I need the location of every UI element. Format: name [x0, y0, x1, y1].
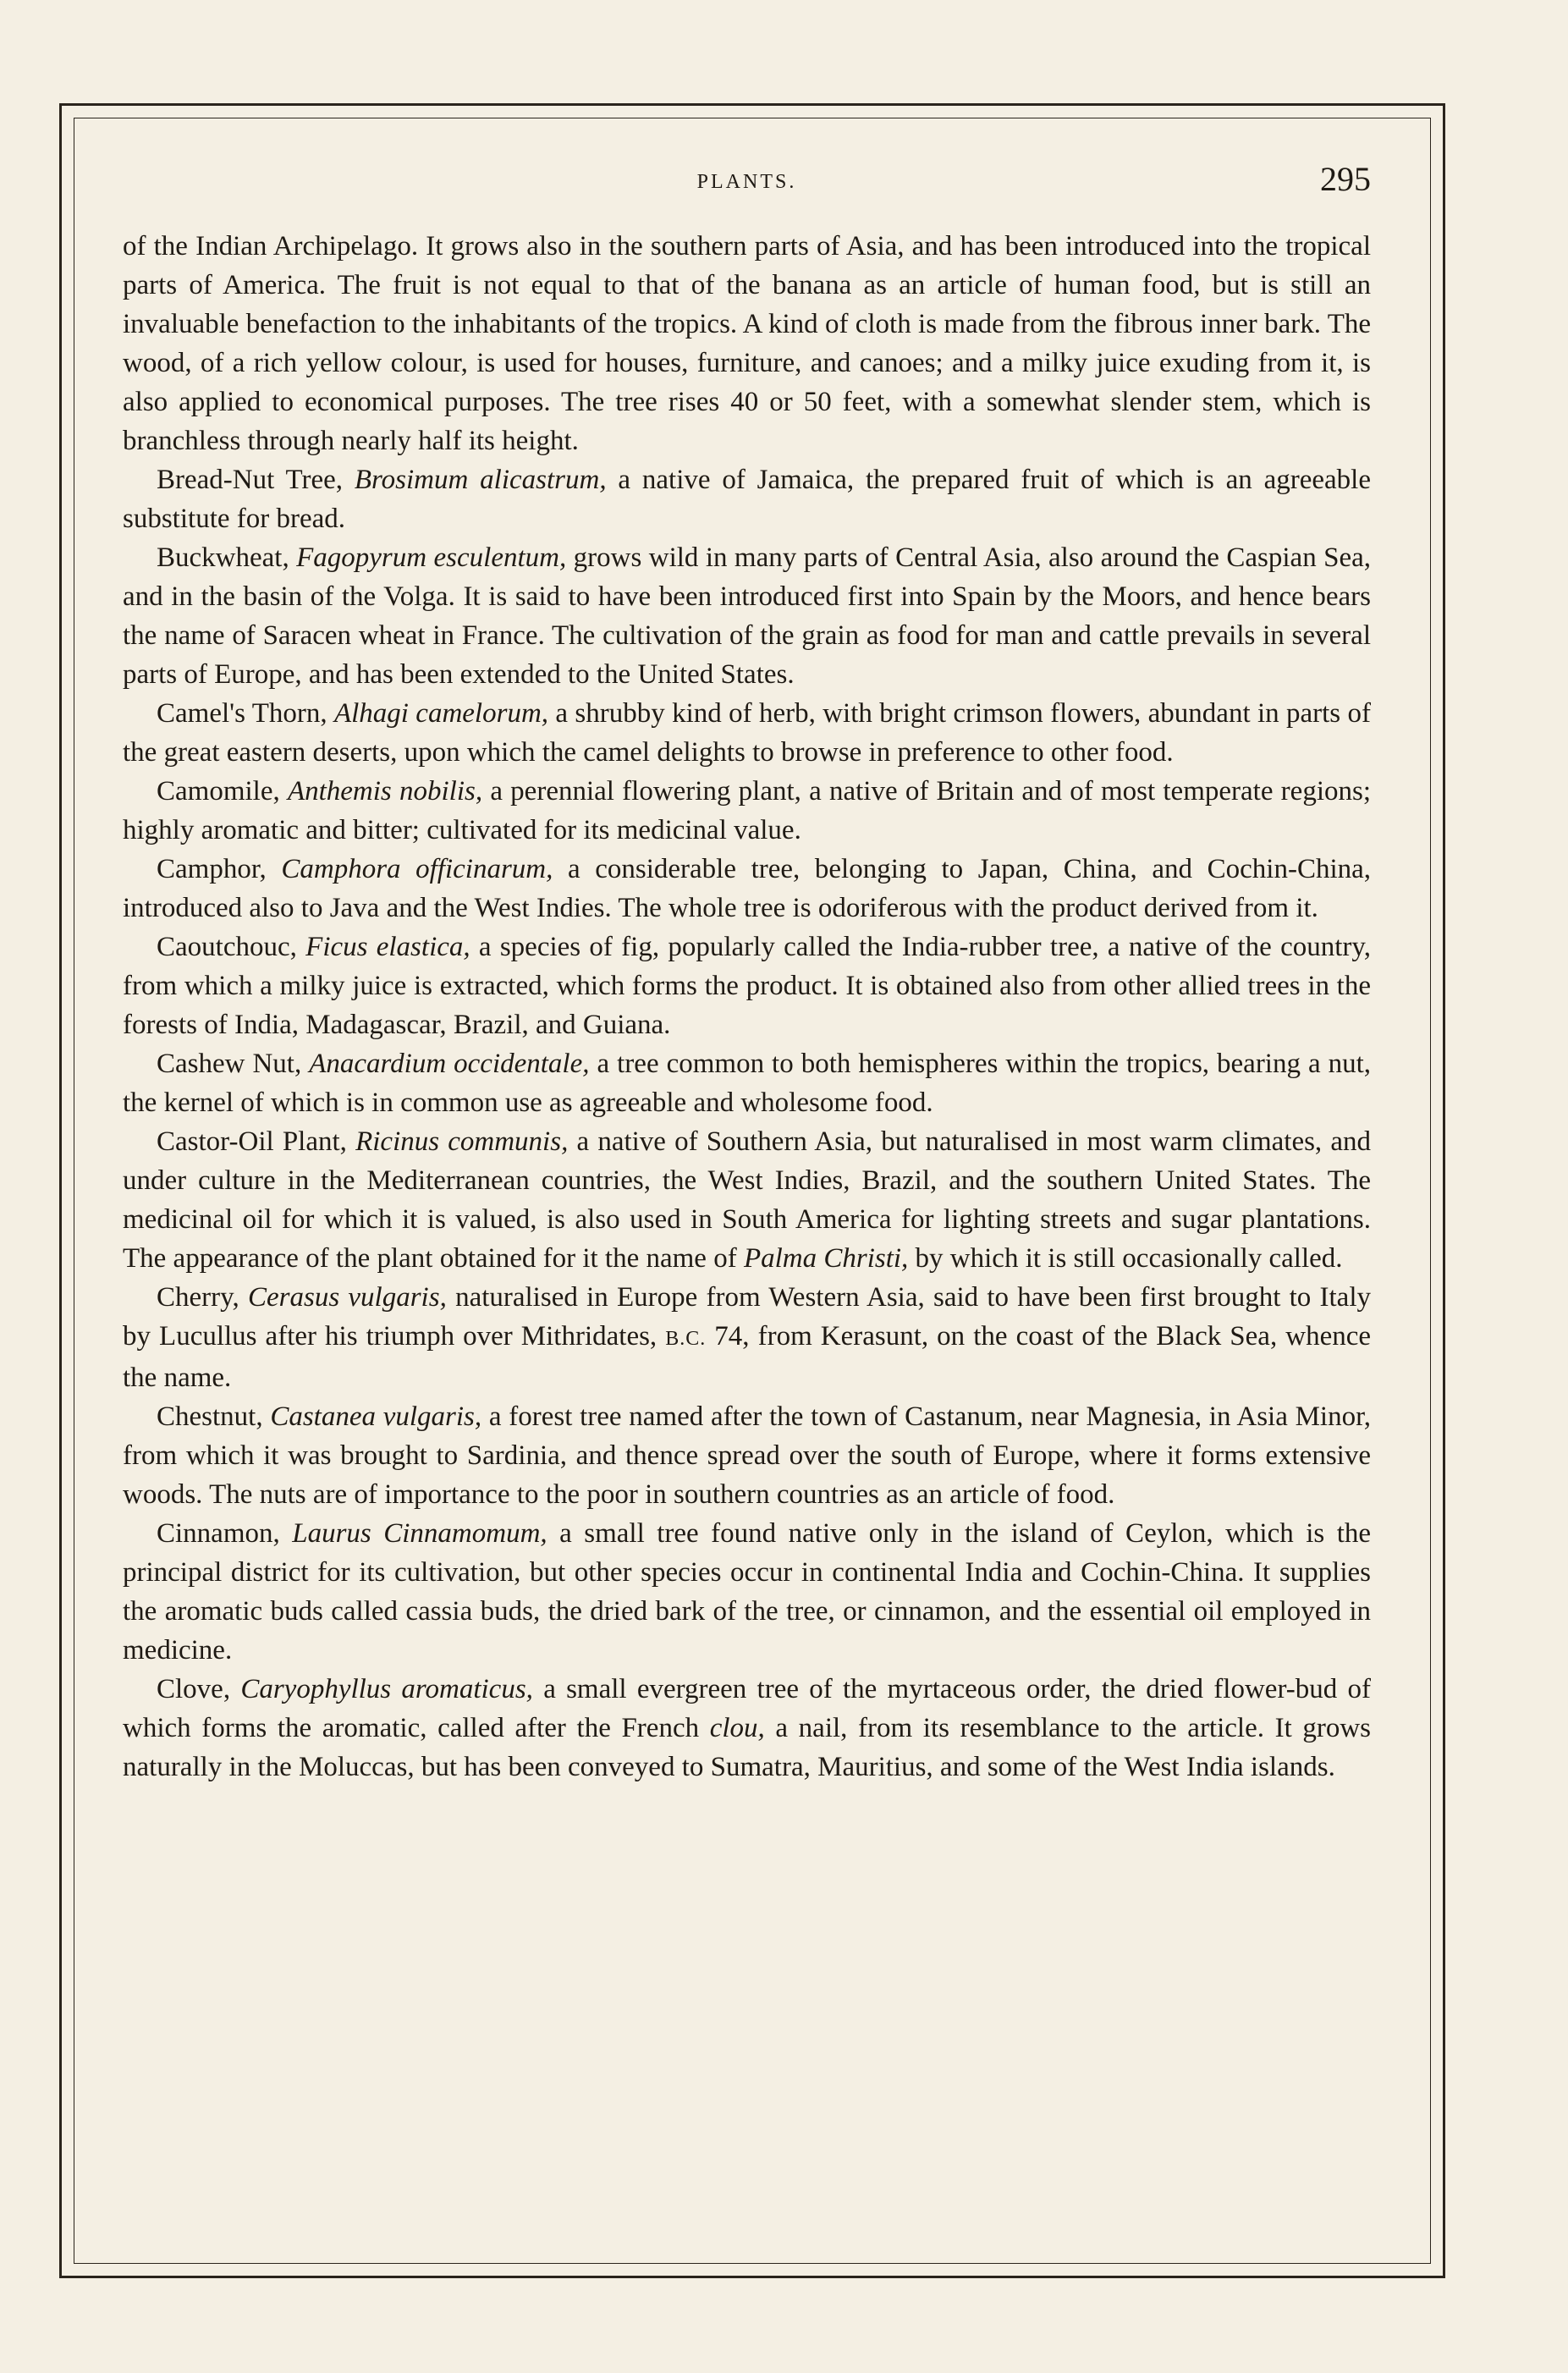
entry-camphor — [123, 850, 1371, 928]
entry-name: Bread-Nut Tree, — [157, 465, 344, 495]
entry-latin-name: Laurus Cinnamomum, — [292, 1518, 547, 1549]
entry-latin-name: Ficus elastica, — [305, 932, 470, 962]
entry-name: Cherry, — [157, 1282, 239, 1313]
entry-latin-name-secondary: Palma Christi, — [743, 1243, 909, 1274]
entry-latin-name: Fagopyrum esculentum, — [296, 542, 567, 573]
entry-cherry — [123, 1278, 1371, 1397]
entry-cinnamon — [123, 1514, 1371, 1670]
entry-name: Buckwheat, — [157, 542, 289, 573]
entry-name: Camomile, — [157, 776, 280, 807]
entry-latin-name: Anthemis nobilis, — [287, 776, 483, 807]
entry-castor-oil-plant — [123, 1122, 1371, 1278]
running-head: PLANTS. — [696, 171, 797, 193]
entry-cashew-nut — [123, 1044, 1371, 1122]
entry-text: naturalised in Europe from Western Asia, said to have been first brought to Italy by Lucullus after his triumph over Mithridates, — [123, 1282, 1371, 1352]
entry-text: of the Indian Archipelago. It grows also in the southern parts of Asia, and has been introduced into the tropical parts of America. The fruit is not equal to that of the banana as an article of human food, but is still an invaluable benefaction to the inhabitants of the tropics. A kind of cloth is made from the fibrous inner bark. The wood, of a rich yellow colour, is used for houses, furniture, and canoes; and a milky juice exuding from it, is also applied to economical purposes. The tree rises 40 or 50 feet, with a somewhat slender stem, which is branchless through nearly half its height. — [123, 231, 1371, 456]
entry-latin-name: Alhagi camelorum, — [333, 698, 549, 729]
entry-era-abbreviation: B.C. — [665, 1328, 707, 1350]
entry-continued — [123, 227, 1371, 460]
entry-text: a tree common to both hemispheres within the tropics, bearing a nut, the kernel of which is in common use as agreeable and wholesome food. — [123, 1049, 1372, 1118]
entry-name: Cashew Nut, — [157, 1049, 302, 1079]
entry-text: a considerable tree, belonging to Japan, China, and Cochin-China, introduced also to Java and the West Indies. The whole tree is odoriferous with the product derived from it. — [123, 854, 1372, 923]
page-header — [123, 154, 1371, 213]
entry-name: Clove, — [157, 1674, 231, 1704]
entry-name: Chestnut, — [157, 1401, 263, 1432]
entry-camomile — [123, 772, 1371, 850]
page-number: 295 — [1320, 160, 1371, 198]
entry-bread-nut-tree — [123, 460, 1371, 538]
entry-text: a forest tree named after the town of Castanum, near Magnesia, in Asia Minor, from which it was brought to Sardinia, and thence spread over the south of Europe, where it forms extensive woods. The nuts are of importance to the poor in southern countries as an article of food. — [123, 1401, 1372, 1510]
entry-latin-name: Anacardium occidentale, — [309, 1049, 590, 1079]
entry-latin-name: Caryophyllus aromaticus, — [240, 1674, 533, 1704]
entry-camels-thorn — [123, 694, 1371, 772]
entry-latin-name: Ricinus communis, — [355, 1126, 569, 1157]
entry-text: a native of Southern Asia, but naturalised in most warm climates, and under culture in the Mediterranean countries, the West Indies, Brazil, and the southern United States. The medicinal oil for which it is valued, is also used in South America for lighting streets and sugar plantations. The appearance of the plant obtained for it the name of — [123, 1126, 1371, 1274]
entry-text-secondary: by which it is still occasionally called. — [915, 1243, 1343, 1274]
entry-text: grows wild in many parts of Central Asia, also around the Caspian Sea, and in the basin of the Volga. It is said to have been introduced first into Spain by the Moors, and hence bears the name of Saracen wheat in France. The cultivation of the grain as food for man and cattle prevails in several parts of Europe, and has been extended to the United States. — [123, 542, 1372, 690]
entry-text: a perennial flowering plant, a native of Britain and of most temperate regions; highly aromatic and bitter; cultivated for its medicinal value. — [123, 776, 1371, 845]
entry-latin-name: Camphora officinarum, — [281, 854, 553, 884]
entry-text: a native of Jamaica, the prepared fruit of which is an agreeable substitute for bread. — [123, 465, 1372, 534]
entry-name: Caoutchouc, — [157, 932, 297, 962]
entry-latin-name: Castanea vulgaris, — [270, 1401, 482, 1432]
entry-name: Cinnamon, — [157, 1518, 280, 1549]
entry-chestnut — [123, 1397, 1371, 1514]
entry-caoutchouc — [123, 928, 1371, 1044]
entry-latin-name-secondary: clou, — [709, 1713, 765, 1743]
entry-name: Castor-Oil Plant, — [157, 1126, 347, 1157]
entry-buckwheat — [123, 538, 1371, 694]
entry-clove — [123, 1670, 1371, 1787]
entry-name: Camel's Thorn, — [157, 698, 327, 729]
entry-text-secondary: 74, from Kerasunt, on the coast of the Black Sea, whence the name. — [123, 1321, 1372, 1393]
entry-text: a species of fig, popularly called the India-rubber tree, a native of the country, from which a milky juice is extracted, which forms the product. It is obtained also from other allied trees in the forests of India, Madagascar, Brazil, and Guiana. — [123, 932, 1371, 1040]
entry-text: a shrubby kind of herb, with bright crimson flowers, abundant in parts of the great eastern deserts, upon which the camel delights to browse in preference to other food. — [123, 698, 1371, 768]
entry-text-secondary: a nail, from its resemblance to the article. It grows naturally in the Moluccas, but has been conveyed to Sumatra, Mauritius, and some of the West India islands. — [123, 1713, 1372, 1782]
entry-latin-name: Cerasus vulgaris, — [247, 1282, 447, 1313]
entry-latin-name: Brosimum alicastrum, — [354, 465, 607, 495]
entry-text: a small tree found native only in the island of Ceylon, which is the principal district for its cultivation, but other species occur in continental India and Cochin-China. It supplies the aromatic buds called cassia buds, the dried bark of the tree, or cinnamon, and the essential oil employed in medicine. — [123, 1518, 1372, 1666]
page-body — [123, 227, 1371, 1787]
entry-name: Camphor, — [157, 854, 267, 884]
entry-text: a small evergreen tree of the myrtaceous order, the dried flower-bud of which forms the aromatic, called after the French — [123, 1674, 1371, 1743]
